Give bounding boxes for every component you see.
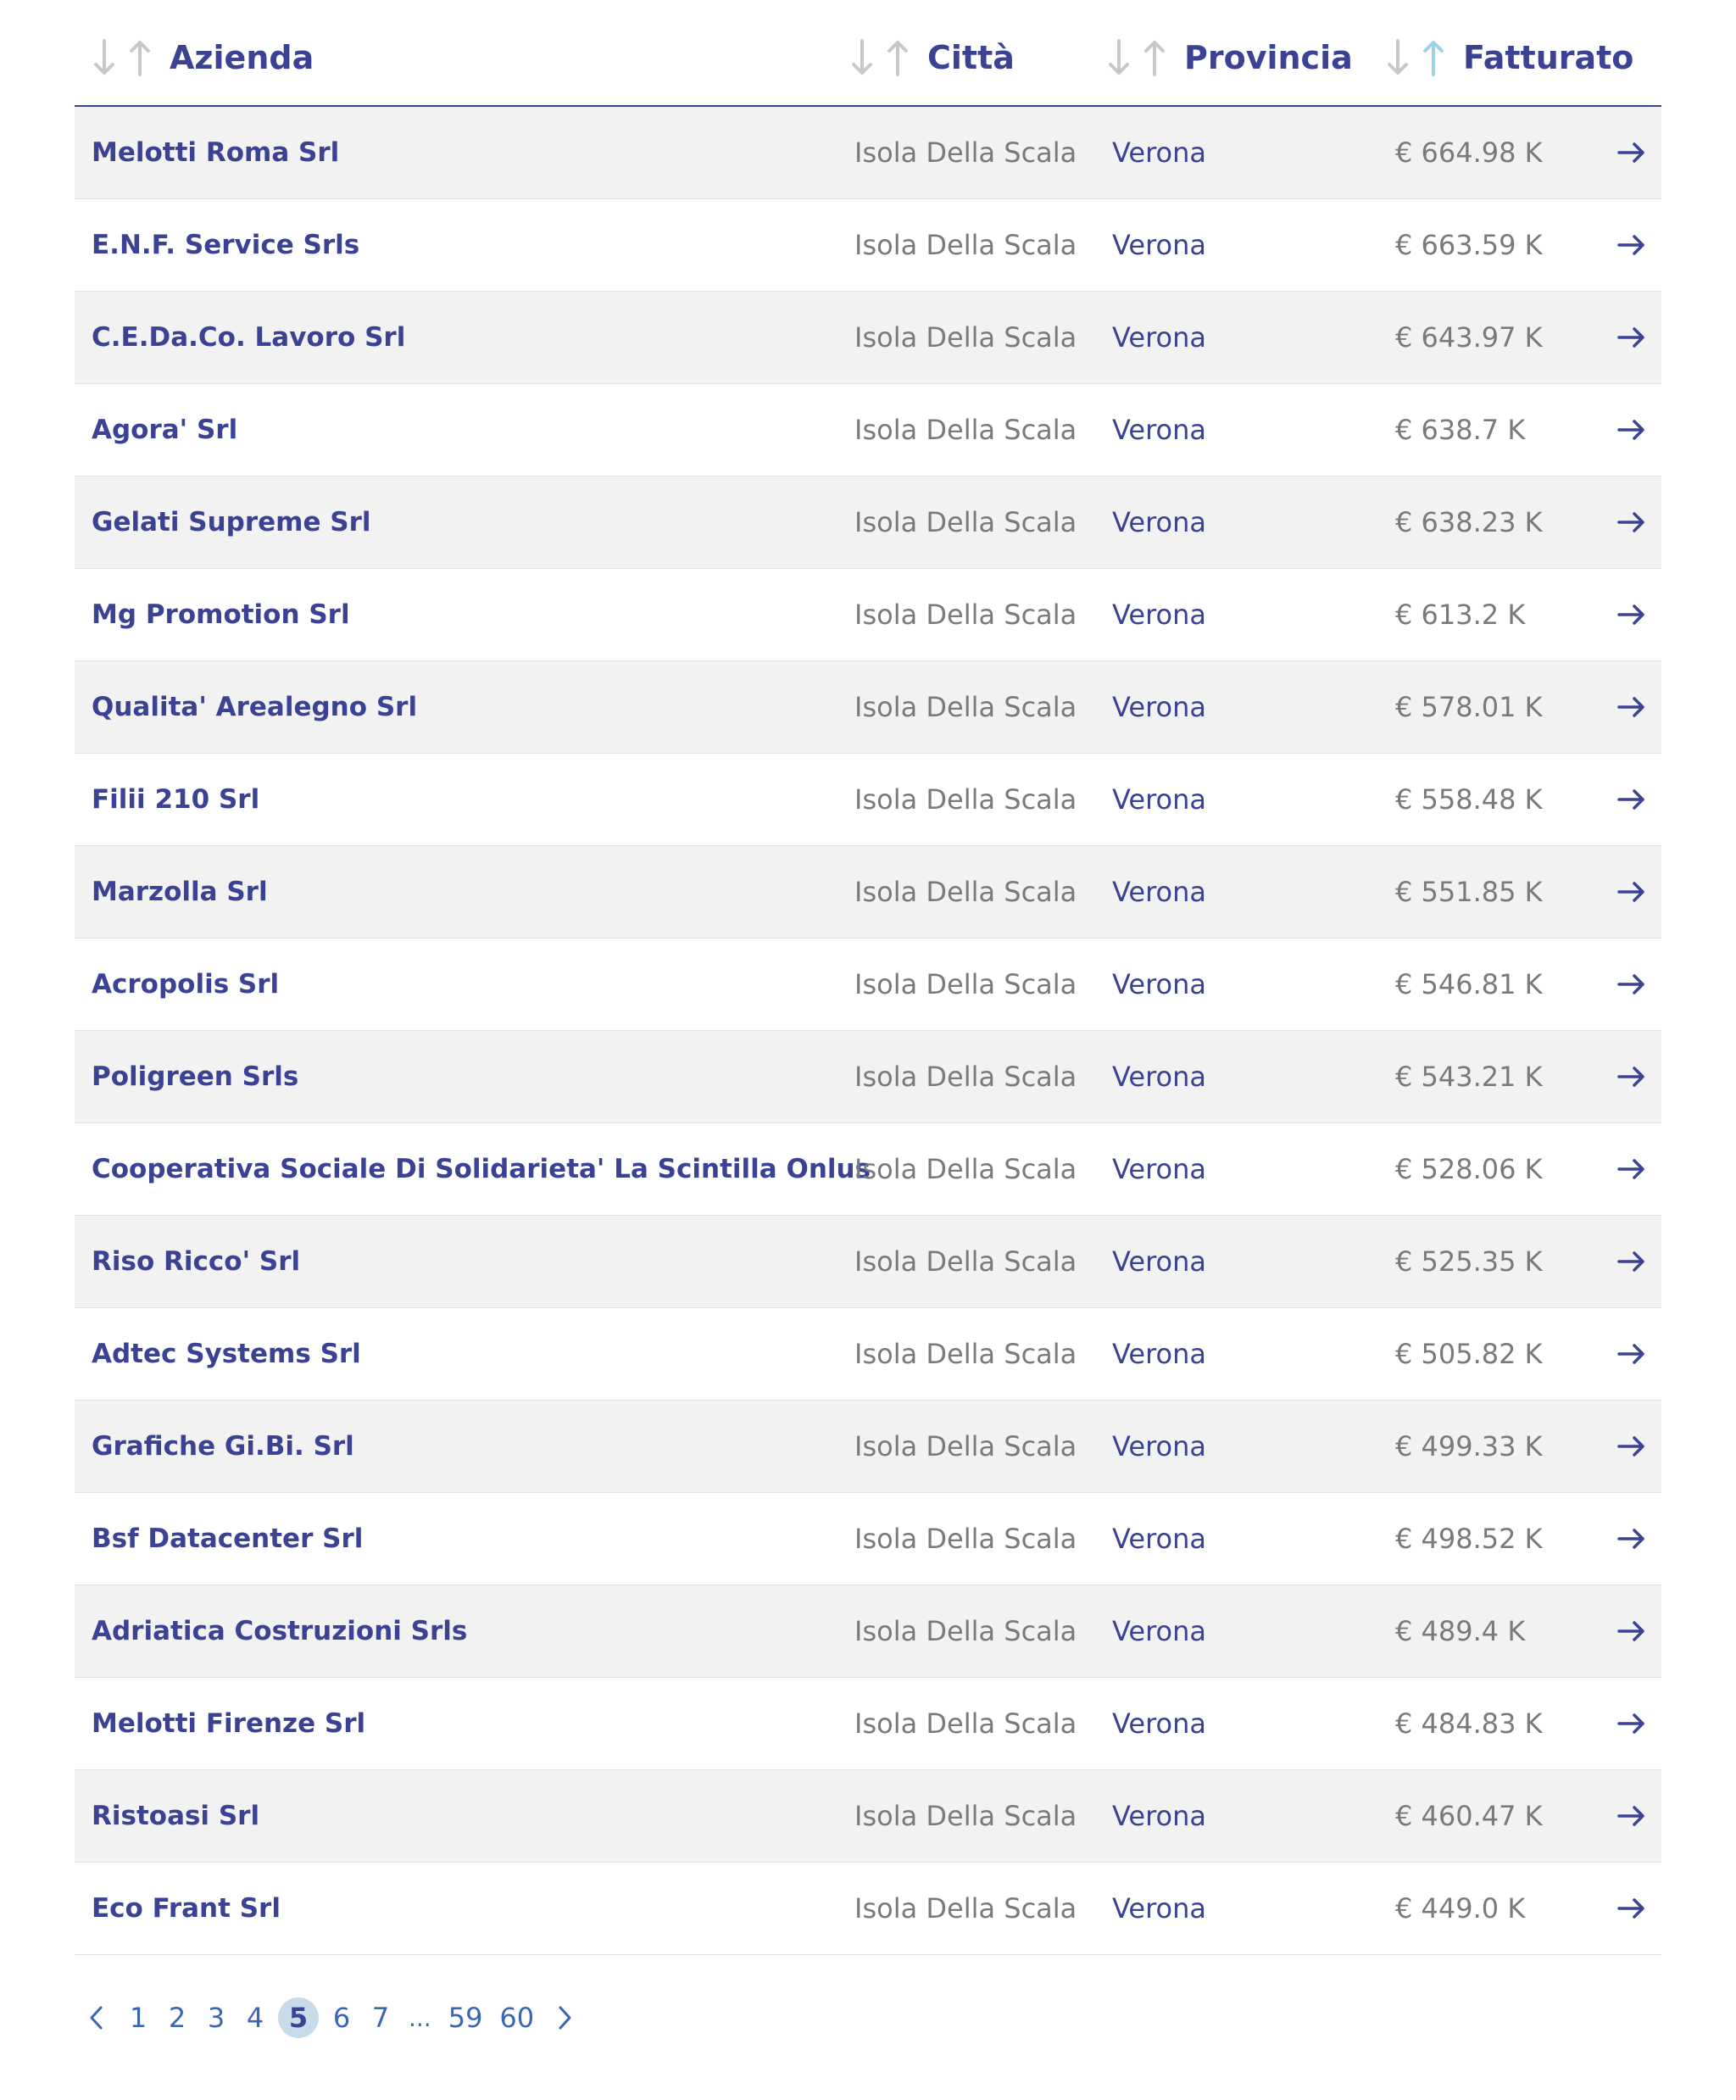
revenue-cell: € 449.0 K	[1395, 1892, 1526, 1925]
arrow-right-icon	[1617, 1157, 1646, 1181]
province-cell: Verona	[1112, 1800, 1207, 1832]
city-cell: Isola Della Scala	[854, 1061, 1077, 1093]
row-open-button[interactable]	[1617, 846, 1646, 938]
revenue-cell: € 643.97 K	[1395, 321, 1543, 354]
city-cell: Isola Della Scala	[854, 783, 1077, 816]
province-cell: Verona	[1112, 1892, 1207, 1925]
arrow-right-icon	[1617, 418, 1646, 442]
row-open-button[interactable]	[1617, 1123, 1646, 1215]
row-open-button[interactable]	[1617, 754, 1646, 845]
table-header	[75, 0, 1661, 107]
province-cell: Verona	[1112, 1615, 1207, 1647]
sort-controls	[1385, 37, 1446, 78]
arrow-right-icon	[1617, 233, 1646, 257]
table-row[interactable]	[75, 1678, 1661, 1770]
row-open-button[interactable]	[1617, 199, 1646, 291]
column-label: Città	[927, 39, 1015, 76]
arrow-right-icon	[1617, 141, 1646, 164]
city-cell: Isola Della Scala	[854, 136, 1077, 169]
prev-page-button[interactable]	[88, 2004, 105, 2031]
arrow-right-icon	[1617, 1065, 1646, 1089]
province-cell: Verona	[1112, 321, 1207, 354]
table-row[interactable]	[75, 1123, 1661, 1216]
province-cell: Verona	[1112, 783, 1207, 816]
page-link-2[interactable]: 2	[168, 2002, 186, 2034]
arrow-right-icon	[1617, 1250, 1646, 1273]
row-open-button[interactable]	[1617, 107, 1646, 198]
sort-ascending-icon[interactable]	[127, 37, 153, 78]
row-open-button[interactable]	[1617, 292, 1646, 383]
city-cell: Isola Della Scala	[854, 1245, 1077, 1278]
company-name[interactable]: Melotti Firenze Srl	[92, 1708, 366, 1739]
table-row[interactable]	[75, 1863, 1661, 1955]
sort-descending-icon[interactable]	[1385, 37, 1410, 78]
row-open-button[interactable]	[1617, 384, 1646, 476]
company-name[interactable]: Poligreen Srls	[92, 1061, 299, 1092]
row-open-button[interactable]	[1617, 1585, 1646, 1677]
city-cell: Isola Della Scala	[854, 599, 1077, 631]
page-link-4[interactable]: 4	[246, 2002, 264, 2034]
revenue-cell: € 664.98 K	[1395, 136, 1543, 169]
revenue-cell: € 505.82 K	[1395, 1338, 1543, 1370]
row-open-button[interactable]	[1617, 569, 1646, 660]
province-cell: Verona	[1112, 1153, 1207, 1185]
sort-controls	[1106, 37, 1167, 78]
city-cell: Isola Della Scala	[854, 229, 1077, 261]
sort-descending-icon[interactable]	[1106, 37, 1132, 78]
table-row[interactable]	[75, 476, 1661, 569]
company-name[interactable]: Filii 210 Srl	[92, 784, 260, 815]
column-header-citta[interactable]	[849, 34, 1015, 81]
company-name[interactable]: Eco Frant Srl	[92, 1893, 281, 1924]
row-open-button[interactable]	[1617, 1493, 1646, 1585]
table-body	[75, 107, 1661, 1955]
province-cell: Verona	[1112, 414, 1207, 446]
table-row[interactable]	[75, 1031, 1661, 1123]
page-link-3[interactable]: 3	[207, 2002, 225, 2034]
page-link-1[interactable]: 1	[129, 2002, 147, 2034]
revenue-cell: € 543.21 K	[1395, 1061, 1543, 1093]
revenue-cell: € 551.85 K	[1395, 876, 1543, 908]
revenue-cell: € 613.2 K	[1395, 599, 1526, 631]
city-cell: Isola Della Scala	[854, 1615, 1077, 1647]
arrow-right-icon	[1617, 1434, 1646, 1458]
sort-descending-icon[interactable]	[849, 37, 875, 78]
page-link-59[interactable]: 59	[448, 2002, 483, 2034]
city-cell: Isola Della Scala	[854, 1338, 1077, 1370]
province-cell: Verona	[1112, 1338, 1207, 1370]
table-row[interactable]	[75, 384, 1661, 476]
sort-ascending-icon[interactable]	[1142, 37, 1167, 78]
company-name[interactable]: Cooperativa Sociale Di Solidarieta' La Scintilla Onlus	[92, 1154, 871, 1184]
revenue-cell: € 663.59 K	[1395, 229, 1543, 261]
table-row[interactable]	[75, 1401, 1661, 1493]
arrow-right-icon	[1617, 1804, 1646, 1828]
page-link-6[interactable]: 6	[332, 2002, 351, 2034]
company-name[interactable]: C.E.Da.Co. Lavoro Srl	[92, 322, 406, 353]
arrow-right-icon	[1617, 603, 1646, 627]
arrow-right-icon	[1617, 326, 1646, 349]
table-row[interactable]	[75, 1308, 1661, 1401]
arrow-right-icon	[1617, 695, 1646, 719]
column-label: Azienda	[170, 39, 314, 76]
province-cell: Verona	[1112, 1061, 1207, 1093]
revenue-cell: € 460.47 K	[1395, 1800, 1543, 1832]
city-cell: Isola Della Scala	[854, 1707, 1077, 1740]
province-cell: Verona	[1112, 968, 1207, 1000]
next-page-button[interactable]	[556, 2004, 573, 2031]
revenue-cell: € 558.48 K	[1395, 783, 1543, 816]
city-cell: Isola Della Scala	[854, 1430, 1077, 1462]
table-row[interactable]	[75, 1585, 1661, 1678]
column-label: Fatturato	[1463, 39, 1634, 76]
companies-table	[75, 0, 1661, 1955]
revenue-cell: € 546.81 K	[1395, 968, 1543, 1000]
row-open-button[interactable]	[1617, 1031, 1646, 1122]
sort-ascending-icon[interactable]	[1421, 37, 1446, 78]
current-page[interactable]: 5	[278, 1997, 319, 2038]
company-name[interactable]: Acropolis Srl	[92, 969, 280, 1000]
company-name[interactable]: Mg Promotion Srl	[92, 599, 350, 630]
province-cell: Verona	[1112, 229, 1207, 261]
revenue-cell: € 638.7 K	[1395, 414, 1526, 446]
row-open-button[interactable]	[1617, 1216, 1646, 1307]
company-name[interactable]: Melotti Roma Srl	[92, 137, 340, 168]
revenue-cell: € 484.83 K	[1395, 1707, 1543, 1740]
table-row[interactable]	[75, 661, 1661, 754]
table-row[interactable]	[75, 846, 1661, 939]
row-open-button[interactable]	[1617, 1678, 1646, 1769]
city-cell: Isola Della Scala	[854, 1800, 1077, 1832]
row-open-button[interactable]	[1617, 939, 1646, 1030]
pagination	[75, 1984, 587, 2052]
province-cell: Verona	[1112, 136, 1207, 169]
row-open-button[interactable]	[1617, 1401, 1646, 1492]
province-cell: Verona	[1112, 1245, 1207, 1278]
sort-controls	[849, 37, 910, 78]
table-row[interactable]	[75, 939, 1661, 1031]
revenue-cell: € 498.52 K	[1395, 1523, 1543, 1555]
page-link-7[interactable]: 7	[371, 2002, 390, 2034]
city-cell: Isola Della Scala	[854, 506, 1077, 538]
table-row[interactable]	[75, 1216, 1661, 1308]
province-cell: Verona	[1112, 876, 1207, 908]
revenue-cell: € 525.35 K	[1395, 1245, 1543, 1278]
table-row[interactable]	[75, 199, 1661, 292]
chevron-left-icon	[88, 2004, 105, 2031]
city-cell: Isola Della Scala	[854, 968, 1077, 1000]
revenue-cell: € 528.06 K	[1395, 1153, 1543, 1185]
row-open-button[interactable]	[1617, 661, 1646, 753]
page-link-60[interactable]: 60	[499, 2002, 535, 2034]
arrow-right-icon	[1617, 788, 1646, 811]
city-cell: Isola Della Scala	[854, 1153, 1077, 1185]
column-header-fatturato[interactable]	[1385, 34, 1633, 81]
city-cell: Isola Della Scala	[854, 691, 1077, 723]
arrow-right-icon	[1617, 1619, 1646, 1643]
sort-controls	[92, 37, 153, 78]
arrow-right-icon	[1617, 510, 1646, 534]
arrow-right-icon	[1617, 972, 1646, 996]
company-name[interactable]: Adtec Systems Srl	[92, 1339, 361, 1369]
table-row[interactable]	[75, 107, 1661, 199]
column-header-azienda[interactable]	[92, 34, 314, 81]
row-open-button[interactable]	[1617, 476, 1646, 568]
arrow-right-icon	[1617, 1342, 1646, 1366]
revenue-cell: € 578.01 K	[1395, 691, 1543, 723]
city-cell: Isola Della Scala	[854, 414, 1077, 446]
table-row[interactable]	[75, 754, 1661, 846]
company-name[interactable]: Grafiche Gi.Bi. Srl	[92, 1431, 354, 1462]
company-name[interactable]: Qualita' Arealegno Srl	[92, 692, 418, 722]
row-open-button[interactable]	[1617, 1308, 1646, 1400]
pagination-ellipsis: ...	[409, 2003, 431, 2032]
city-cell: Isola Della Scala	[854, 1892, 1077, 1925]
company-name[interactable]: Adriatica Costruzioni Srls	[92, 1616, 468, 1646]
company-name[interactable]: Bsf Datacenter Srl	[92, 1523, 364, 1554]
arrow-right-icon	[1617, 880, 1646, 904]
province-cell: Verona	[1112, 599, 1207, 631]
company-name[interactable]: E.N.F. Service Srls	[92, 230, 360, 260]
table-row[interactable]	[75, 569, 1661, 661]
province-cell: Verona	[1112, 1430, 1207, 1462]
city-cell: Isola Della Scala	[854, 321, 1077, 354]
column-label: Provincia	[1184, 39, 1353, 76]
revenue-cell: € 638.23 K	[1395, 506, 1543, 538]
province-cell: Verona	[1112, 1707, 1207, 1740]
table-row[interactable]	[75, 292, 1661, 384]
revenue-cell: € 499.33 K	[1395, 1430, 1543, 1462]
company-name[interactable]: Gelati Supreme Srl	[92, 507, 371, 538]
city-cell: Isola Della Scala	[854, 1523, 1077, 1555]
table-row[interactable]	[75, 1493, 1661, 1585]
row-open-button[interactable]	[1617, 1863, 1646, 1954]
column-header-provincia[interactable]	[1106, 34, 1353, 81]
sort-descending-icon[interactable]	[92, 37, 117, 78]
company-name[interactable]: Ristoasi Srl	[92, 1801, 260, 1831]
province-cell: Verona	[1112, 691, 1207, 723]
arrow-right-icon	[1617, 1527, 1646, 1551]
sort-ascending-icon[interactable]	[885, 37, 910, 78]
company-name[interactable]: Marzolla Srl	[92, 877, 268, 907]
arrow-right-icon	[1617, 1712, 1646, 1735]
city-cell: Isola Della Scala	[854, 876, 1077, 908]
province-cell: Verona	[1112, 1523, 1207, 1555]
revenue-cell: € 489.4 K	[1395, 1615, 1526, 1647]
company-name[interactable]: Agora' Srl	[92, 415, 238, 445]
table-row[interactable]	[75, 1770, 1661, 1863]
arrow-right-icon	[1617, 1897, 1646, 1920]
company-name[interactable]: Riso Ricco' Srl	[92, 1246, 301, 1277]
province-cell: Verona	[1112, 506, 1207, 538]
chevron-right-icon	[556, 2004, 573, 2031]
row-open-button[interactable]	[1617, 1770, 1646, 1862]
